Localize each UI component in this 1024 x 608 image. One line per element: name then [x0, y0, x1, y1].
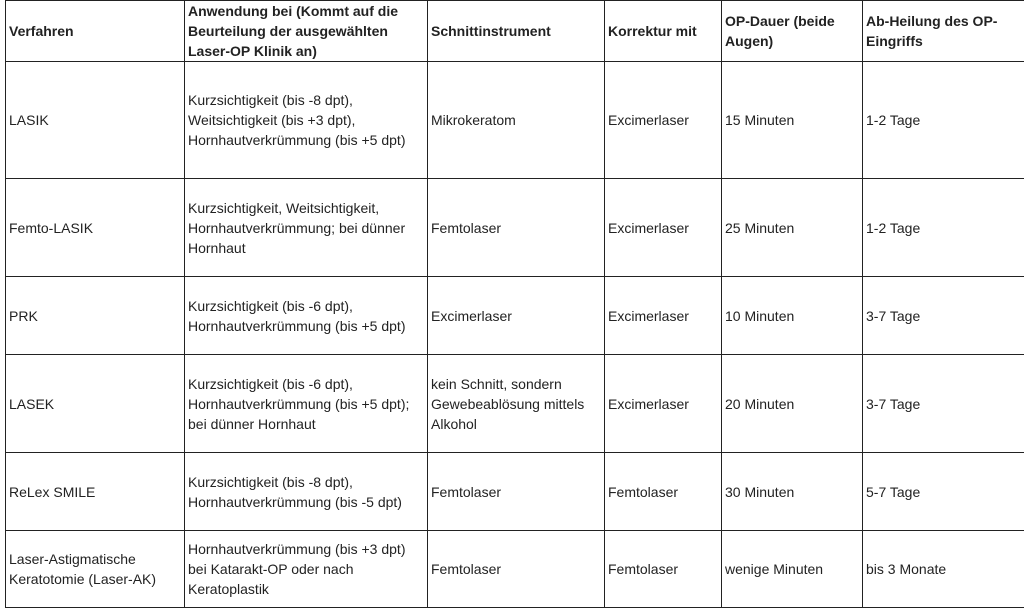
cell-korrektur: Femtolaser [605, 453, 722, 531]
cell-verfahren: LASIK [6, 62, 185, 179]
cell-op-dauer: 10 Minuten [722, 277, 863, 355]
cell-heilung: 3-7 Tage [863, 355, 1024, 453]
header-anwendung: Anwendung bei (Kommt auf die Beurteilung der ausgewählten Laser-OP Klinik an) [185, 1, 428, 62]
header-schnittinstrument: Schnittinstrument [428, 1, 605, 62]
cell-schnittinstrument: Femtolaser [428, 179, 605, 277]
cell-op-dauer: 20 Minuten [722, 355, 863, 453]
cell-verfahren: ReLex SMILE [6, 453, 185, 531]
cell-schnittinstrument: Mikrokeratom [428, 62, 605, 179]
cell-schnittinstrument: kein Schnitt, sondern Gewebeablösung mittels Alkohol [428, 355, 605, 453]
cell-verfahren: LASEK [6, 355, 185, 453]
cell-op-dauer: 30 Minuten [722, 453, 863, 531]
cell-anwendung: Kurzsichtigkeit (bis -6 dpt), Hornhautverkrümmung (bis +5 dpt) [185, 277, 428, 355]
header-korrektur: Korrektur mit [605, 1, 722, 62]
table-row [6, 277, 1024, 355]
table-row [6, 62, 1024, 179]
cell-korrektur: Excimerlaser [605, 355, 722, 453]
cell-anwendung: Kurzsichtigkeit (bis -6 dpt), Hornhautverkrümmung (bis +5 dpt); bei dünner Hornhaut [185, 355, 428, 453]
cell-anwendung: Kurzsichtigkeit (bis -8 dpt), Weitsichtigkeit (bis +3 dpt), Hornhautverkrümmung (bis +5 dpt) [185, 62, 428, 179]
cell-heilung: 3-7 Tage [863, 277, 1024, 355]
cell-anwendung: Kurzsichtigkeit (bis -8 dpt), Hornhautverkrümmung (bis -5 dpt) [185, 453, 428, 531]
cell-anwendung: Kurzsichtigkeit, Weitsichtigkeit, Hornhautverkrümmung; bei dünner Hornhaut [185, 179, 428, 277]
table-row [6, 531, 1024, 608]
cell-verfahren: Laser-Astigmatische Keratotomie (Laser-AK) [6, 531, 185, 608]
cell-heilung: 1-2 Tage [863, 62, 1024, 179]
comparison-table [5, 0, 1024, 608]
cell-korrektur: Excimerlaser [605, 62, 722, 179]
cell-op-dauer: 15 Minuten [722, 62, 863, 179]
cell-heilung: 1-2 Tage [863, 179, 1024, 277]
table-row [6, 453, 1024, 531]
cell-verfahren: PRK [6, 277, 185, 355]
table-row [6, 179, 1024, 277]
cell-schnittinstrument: Excimerlaser [428, 277, 605, 355]
table-row [6, 355, 1024, 453]
cell-heilung: bis 3 Monate [863, 531, 1024, 608]
cell-korrektur: Femtolaser [605, 531, 722, 608]
cell-verfahren: Femto-LASIK [6, 179, 185, 277]
cell-heilung: 5-7 Tage [863, 453, 1024, 531]
cell-anwendung: Hornhautverkrümmung (bis +3 dpt) bei Katarakt-OP oder nach Keratoplastik [185, 531, 428, 608]
header-heilung: Ab-Heilung des OP- Eingriffs [863, 1, 1024, 62]
cell-korrektur: Excimerlaser [605, 277, 722, 355]
header-verfahren: Verfahren [6, 1, 185, 62]
cell-schnittinstrument: Femtolaser [428, 453, 605, 531]
cell-korrektur: Excimerlaser [605, 179, 722, 277]
header-op-dauer: OP-Dauer (beide Augen) [722, 1, 863, 62]
header-row [6, 1, 1024, 62]
cell-op-dauer: 25 Minuten [722, 179, 863, 277]
cell-schnittinstrument: Femtolaser [428, 531, 605, 608]
cell-op-dauer: wenige Minuten [722, 531, 863, 608]
